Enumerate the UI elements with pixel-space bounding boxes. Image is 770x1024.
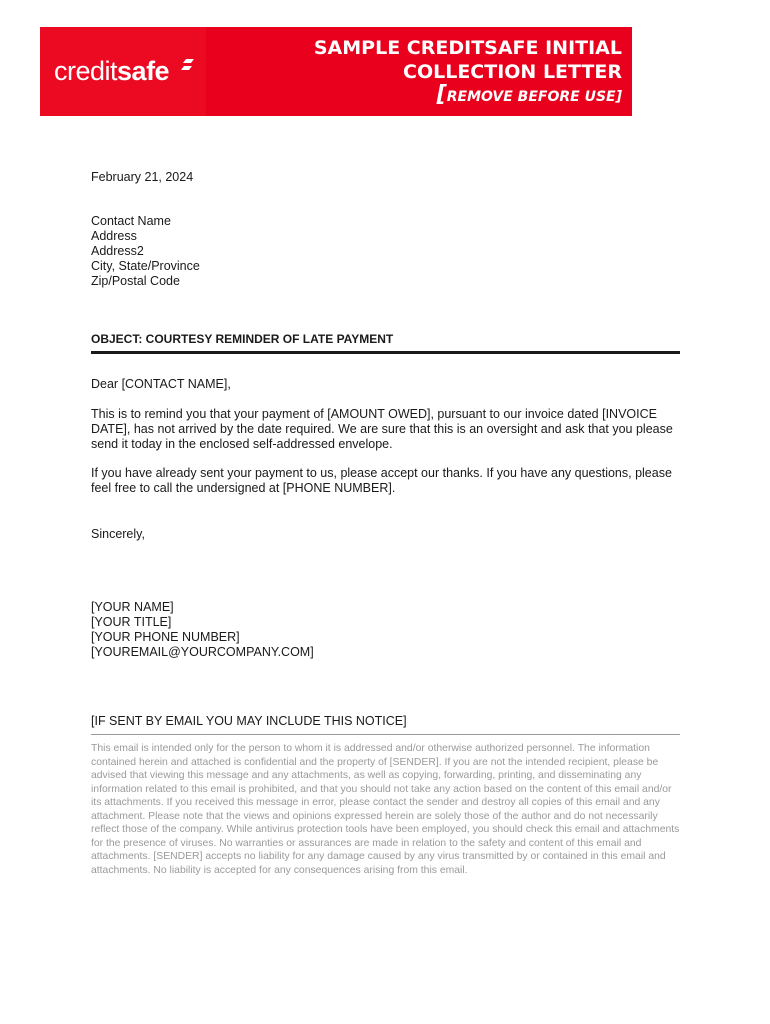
creditsafe-logo <box>54 56 169 86</box>
signature-line: [YOUR NAME] <box>91 600 174 614</box>
letter-paragraph: This is to remind you that your payment of [AMOUNT OWED], pursuant to our invoice dated [INVOICE DATE], has not arrived by the date required. We are sure that this is an oversight and ask that you please send it today in the enclosed self-addressed envelope. <box>91 407 673 451</box>
letter-paragraph: If you have already sent your payment to us, please accept our thanks. If you have any questions, please feel free to call the undersigned at [PHONE NUMBER]. <box>91 466 672 495</box>
letter-greeting: Dear [CONTACT NAME], <box>91 377 231 391</box>
logo-area <box>40 27 206 116</box>
document-subtitle <box>436 82 622 107</box>
address-line: Address2 <box>91 244 144 258</box>
document-title: SAMPLE CREDITSAFE INITIAL COLLECTION LETTER <box>313 37 622 83</box>
signature-line: [YOUR PHONE NUMBER] <box>91 630 240 644</box>
signature-line: [YOUR TITLE] <box>91 615 172 629</box>
letter-object: OBJECT: COURTESY REMINDER OF LATE PAYMENT <box>91 332 394 346</box>
letter-date: February 21, 2024 <box>91 170 194 184</box>
logo-swoosh-icon <box>180 57 196 81</box>
signature-line: [YOUREMAIL@YOURCOMPANY.COM] <box>91 645 314 659</box>
address-line: Address <box>91 229 137 243</box>
object-divider <box>91 351 680 354</box>
address-line: Contact Name <box>91 214 171 228</box>
subtitle-bracket: [ <box>436 82 447 107</box>
logo-text-light: credit <box>54 56 118 86</box>
subtitle-text: REMOVE BEFORE USE] <box>446 89 622 105</box>
email-disclaimer: This email is intended only for the person to whom it is addressed and/or otherwise authorized personnel. The information contained herein and attached is confidential and the property of [SENDER]. If you are not the intended recipient, please be advised that viewing this message and any attachments, as well as copying, forwarding, printing, and disseminating any information related to this email is prohibited, and that you should not take any action based on the content of this email and/or its attachments. If you received this message in error, please contact the sender and destroy all copies of this email and any attachment. Please note that the views and opinions expressed herein are solely those of the author and do not necessarily reflect those of the company. While antivirus protection tools have been employed, you should check this email and attachments for the presence of viruses. No warranties or assurances are made in relation to the safety and content of this email and attachments. [SENDER] accepts no liability for any damage caused by any virus transmitted by or contained in this email and attachments. No liability is accepted for any consequences arising from this email. <box>91 743 680 876</box>
address-line: City, State/Province <box>91 259 200 273</box>
letter-closing: Sincerely, <box>91 527 145 541</box>
notice-divider <box>91 734 680 735</box>
header-banner <box>40 27 632 116</box>
signature-block <box>91 600 314 660</box>
email-notice-title: [IF SENT BY EMAIL YOU MAY INCLUDE THIS NOTICE] <box>91 714 407 728</box>
address-line: Zip/Postal Code <box>91 274 180 288</box>
logo-text-bold: safe <box>117 56 170 86</box>
recipient-address <box>91 214 200 289</box>
